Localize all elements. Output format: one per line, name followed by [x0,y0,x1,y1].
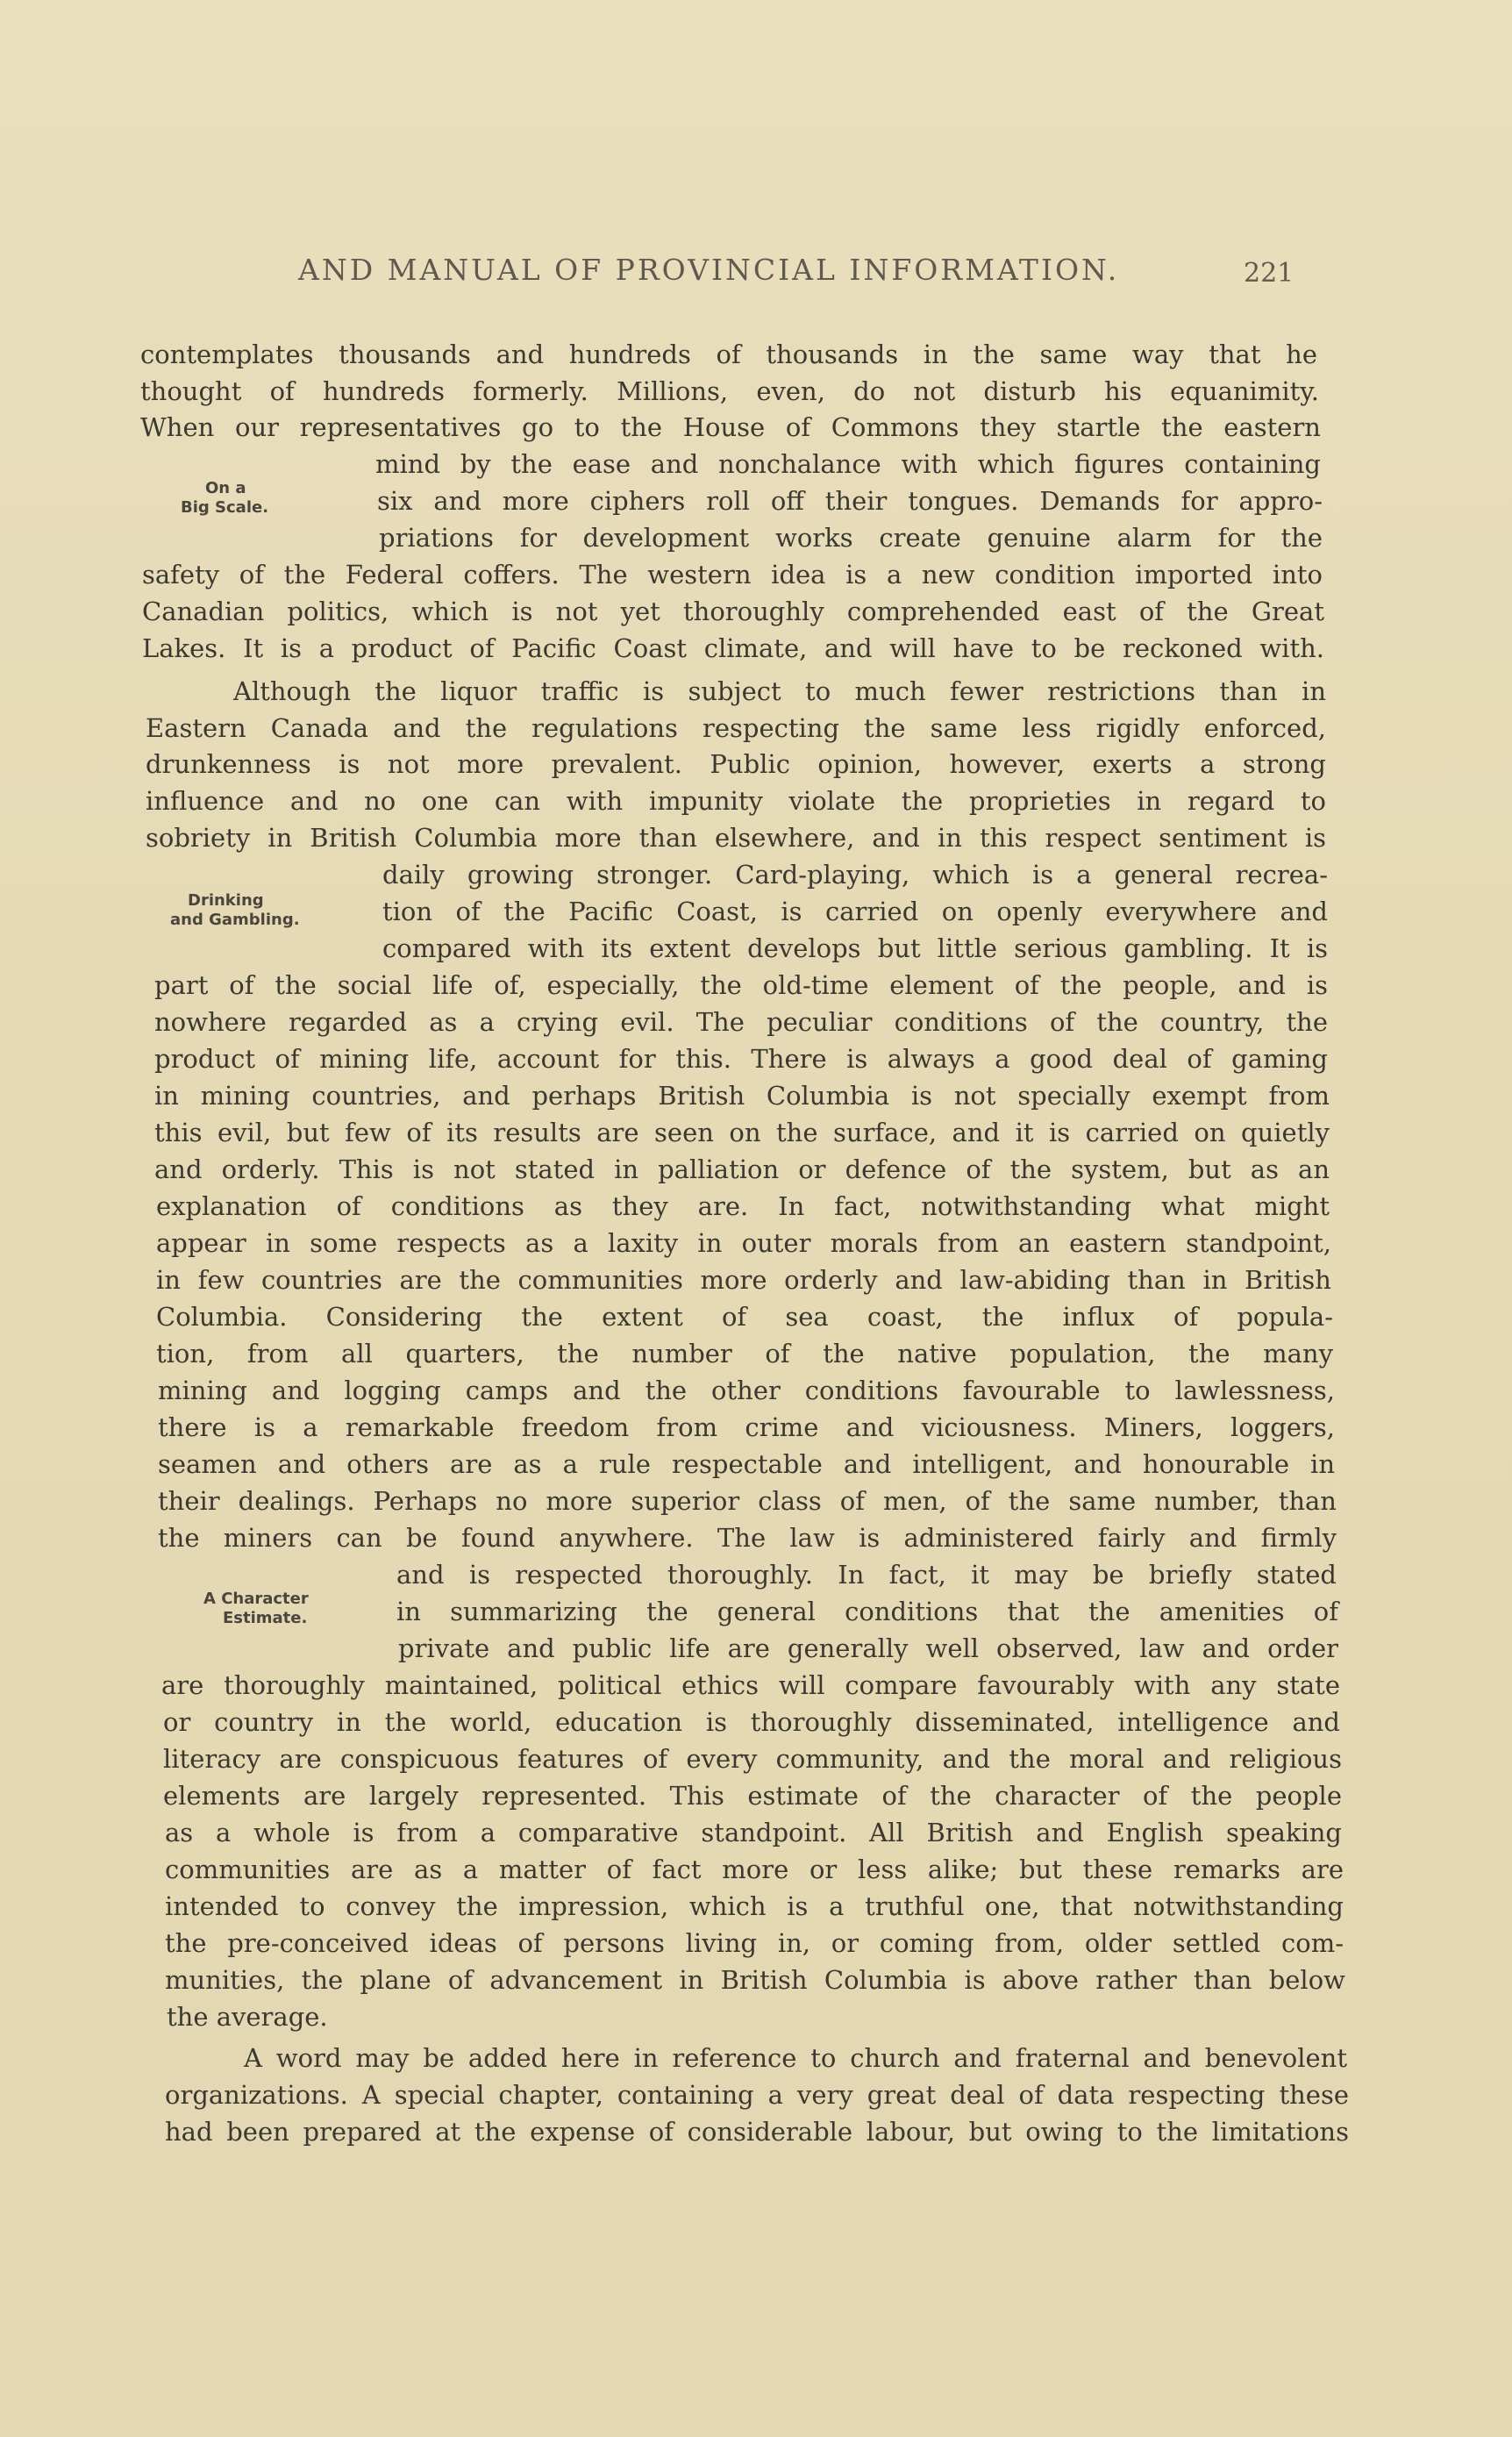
text-line: in few countries are the communities more orderly and law-abiding than in British [156,1265,1331,1295]
text-line: part of the social life of, especially, the old-time element of the people, and is [154,970,1328,1000]
side-note-big-scale [181,479,268,518]
text-line: intended to convey the impression, which is a truthful one, that notwithstanding [165,1891,1344,1921]
side-note-line: On a [205,479,246,497]
side-note-line: Big Scale. [181,498,269,517]
text-line: as a whole is from a comparative standpoint. All British and English speaking [165,1818,1342,1847]
text-line: in mining countries, and perhaps British Columbia is not specially exempt from [154,1081,1330,1111]
text-line: priations for development works create genuine alarm for the [379,523,1323,553]
text-line: safety of the Federal coffers. The western idea is a new condition imported into [142,560,1323,590]
text-line: mind by the ease and nonchalance with which figures containing [375,449,1321,479]
text-line: this evil, but few of its results are seen on the surface, and it is carried on quietly [154,1118,1330,1147]
text-line: in summarizing the general conditions that the amenities of [396,1597,1338,1626]
text-line: the average. [167,2002,328,2032]
text-line: and is respected thoroughly. In fact, it may be briefly stated [396,1560,1337,1590]
side-note-drinking [170,891,300,930]
text-line: the pre-conceived ideas of persons living in, or coming from, older settled com- [165,1928,1344,1958]
text-line: there is a remarkable freedom from crime and viciousness. Miners, loggers, [158,1412,1335,1442]
text-line: munities, the plane of advancement in British Columbia is above rather than below [165,1965,1345,1995]
text-line: appear in some respects as a laxity in outer morals from an eastern standpoint, [156,1228,1331,1258]
text-line: seamen and others are as a rule respectable and intelligent, and honourable in [158,1449,1335,1479]
text-line: organizations. A special chapter, containing a very great deal of data respecting these [165,2080,1349,2110]
text-line: Lakes. It is a product of Pacific Coast climate, and will have to be reckoned with. [142,633,1324,663]
text-line: explanation of conditions as they are. In fact, notwithstanding what might [156,1191,1330,1221]
text-line: their dealings. Perhaps no more superior class of men, of the same number, than [158,1486,1337,1516]
text-line: Canadian politics, which is not yet thoroughly comprehended east of the Great [142,597,1324,626]
text-line: elements are largely represented. This estimate of the character of the people [163,1781,1342,1811]
text-line: daily growing stronger. Card-playing, which is a general recrea- [382,860,1328,890]
text-line: Eastern Canada and the regulations respecting the same less rigidly enforced, [146,713,1326,743]
text-line: thought of hundreds formerly. Millions, even, do not disturb his equanimity. [140,376,1319,406]
running-header: AND MANUAL OF PROVINCIAL INFORMATION. [298,253,1120,287]
text-line: tion, from all quarters, the number of the native population, the many [156,1339,1333,1369]
text-line: are thoroughly maintained, political ethics will compare favourably with any state [161,1670,1340,1700]
text-line: and orderly. This is not stated in palliation or defence of the system, but as an [154,1154,1330,1184]
side-note-line: and Gambling. [170,911,300,929]
text-line: private and public life are generally well observed, law and order [398,1633,1338,1663]
side-note-line: A Character [203,1590,309,1608]
text-line: or country in the world, education is thoroughly disseminated, intelligence and [163,1707,1340,1737]
text-line: tion of the Pacific Coast, is carried on openly everywhere and [382,897,1328,926]
text-line: When our representatives go to the House of Commons they startle the eastern [140,412,1321,442]
text-line: contemplates thousands and hundreds of thousands in the same way that he [140,339,1317,369]
text-line: compared with its extent develops but little serious gambling. It is [382,933,1328,963]
text-line: Although the liquor traffic is subject to much fewer restrictions than in [233,676,1326,706]
text-line: communities are as a matter of fact more or less alike; but these remarks are [165,1855,1344,1884]
text-line: nowhere regarded as a crying evil. The peculiar conditions of the country, the [154,1007,1328,1037]
text-line: six and more ciphers roll off their tongues. Demands for appro- [377,486,1323,516]
text-line: A word may be added here in reference to church and fraternal and benevolent [244,2043,1347,2073]
text-line: had been prepared at the expense of considerable labour, but owing to the limitations [165,2117,1349,2147]
side-note-line: Drinking [188,891,264,910]
text-line: sobriety in British Columbia more than elsewhere, and in this respect sentiment is [146,823,1326,853]
side-note-line: Estimate. [223,1609,308,1627]
text-line: mining and logging camps and the other conditions favourable to lawlessness, [158,1376,1335,1405]
text-line: literacy are conspicuous features of every community, and the moral and religious [163,1744,1342,1774]
side-note-character [203,1590,309,1628]
text-line: influence and no one can with impunity violate the proprieties in regard to [146,786,1326,816]
text-line: Columbia. Considering the extent of sea coast, the influx of popula- [156,1302,1333,1332]
text-line: product of mining life, account for this. There is always a good deal of gaming [154,1044,1328,1074]
text-line: the miners can be found anywhere. The law is administered fairly and firmly [158,1523,1337,1553]
page-number: 221 [1244,258,1294,289]
text-line: drunkenness is not more prevalent. Public opinion, however, exerts a strong [146,749,1326,779]
